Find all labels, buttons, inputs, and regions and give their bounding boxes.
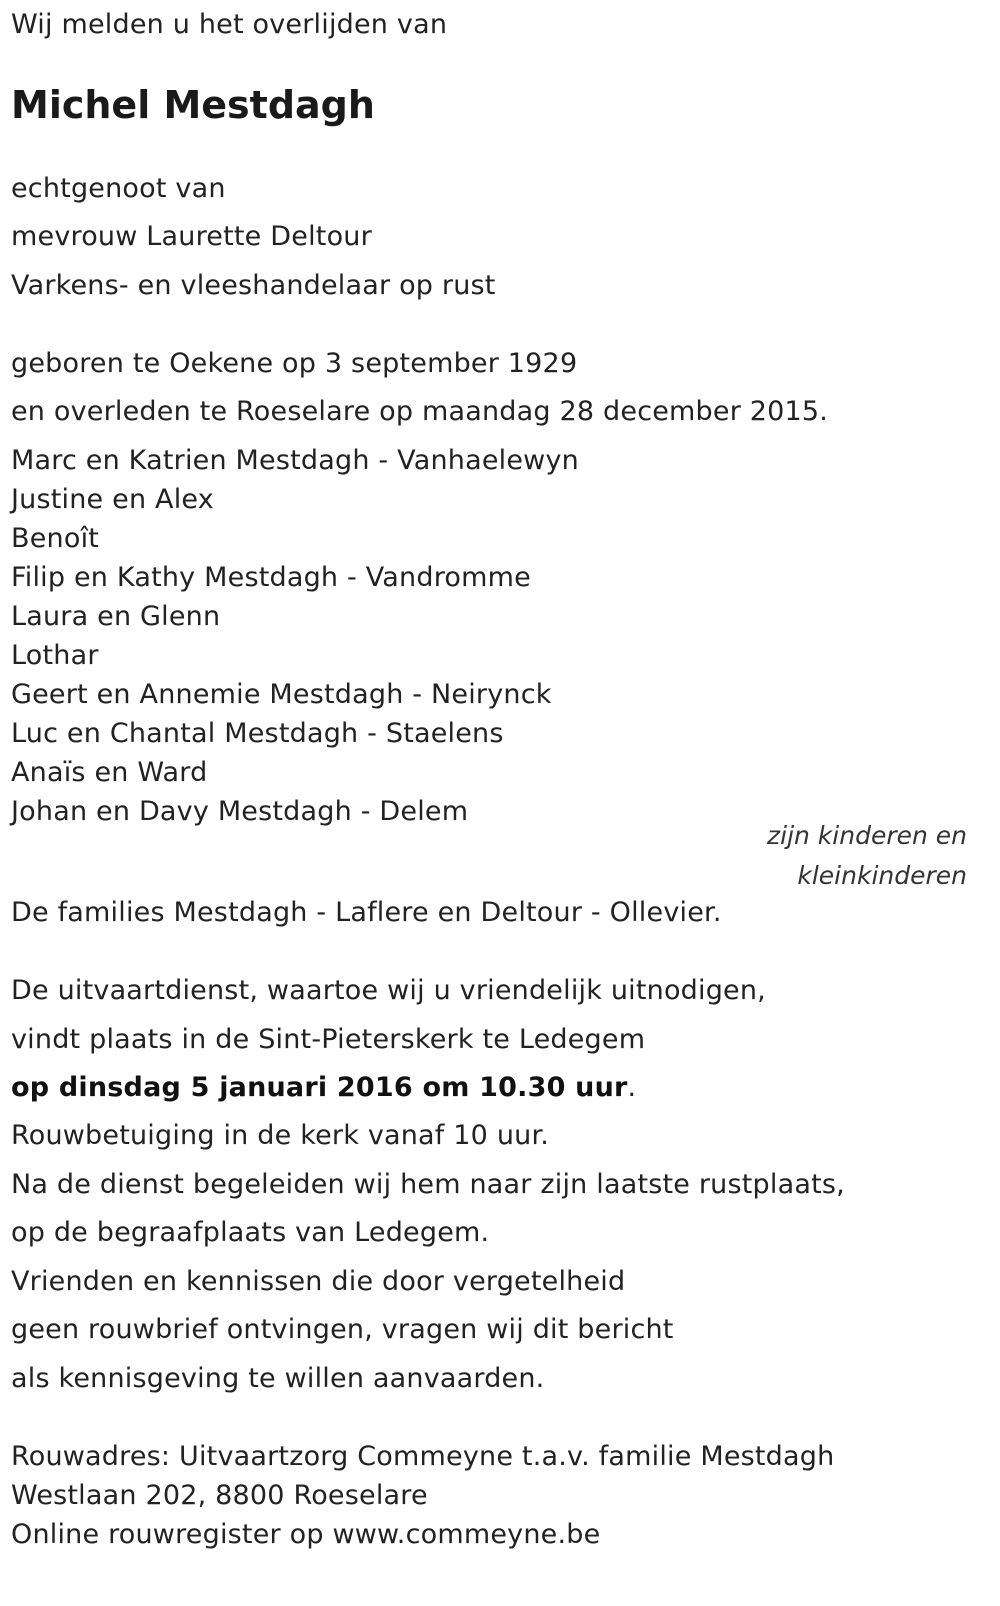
family-member: Benoît bbox=[11, 523, 100, 554]
family-member: Geert en Annemie Mestdagh - Neirynck bbox=[11, 679, 552, 710]
service-line5: Na de dienst begeleiden wij hem naar zijn laatste rustplaats, bbox=[11, 1169, 845, 1200]
relation-line: echtgenoot van bbox=[11, 173, 226, 204]
family-member: Lothar bbox=[11, 640, 99, 671]
family-caption-line2: kleinkinderen bbox=[797, 861, 967, 890]
death-line: en overleden te Roeselare op maandag 28 december 2015. bbox=[11, 396, 829, 427]
extended-family: De families Mestdagh - Laflere en Deltour - Ollevier. bbox=[11, 897, 722, 928]
family-caption bbox=[707, 816, 967, 896]
family-member: Johan en Davy Mestdagh - Delem bbox=[11, 796, 469, 827]
family-member: Marc en Katrien Mestdagh - Vanhaelewyn bbox=[11, 445, 579, 476]
service-datetime-suffix: . bbox=[627, 1072, 637, 1103]
family-member: Luc en Chantal Mestdagh - Staelens bbox=[11, 718, 504, 749]
occupation: Varkens- en vleeshandelaar op rust bbox=[11, 270, 496, 301]
service-datetime: op dinsdag 5 januari 2016 om 10.30 uur bbox=[11, 1072, 628, 1103]
online-register: Online rouwregister op www.commeyne.be bbox=[11, 1519, 601, 1550]
service-line9: als kennisgeving te willen aanvaarden. bbox=[11, 1363, 545, 1394]
contact-address-line2: Westlaan 202, 8800 Roeselare bbox=[11, 1480, 428, 1511]
family-caption-line1: zijn kinderen en bbox=[767, 821, 967, 850]
family-member: Filip en Kathy Mestdagh - Vandromme bbox=[11, 562, 531, 593]
service-line4: Rouwbetuiging in de kerk vanaf 10 uur. bbox=[11, 1120, 550, 1151]
spouse-name: mevrouw Laurette Deltour bbox=[11, 221, 372, 252]
service-line7: Vrienden en kennissen die door vergetelheid bbox=[11, 1266, 626, 1297]
family-member: Anaïs en Ward bbox=[11, 757, 208, 788]
birth-line: geboren te Oekene op 3 september 1929 bbox=[11, 348, 578, 379]
service-line8: geen rouwbrief ontvingen, vragen wij dit bericht bbox=[11, 1314, 674, 1345]
deceased-name: Michel Mestdagh bbox=[11, 83, 375, 127]
service-line6: op de begraafplaats van Ledegem. bbox=[11, 1217, 490, 1248]
service-datetime-line bbox=[11, 1070, 636, 1106]
service-line1: De uitvaartdienst, waartoe wij u vriendelijk uitnodigen, bbox=[11, 975, 766, 1006]
contact-address-line1: Rouwadres: Uitvaartzorg Commeyne t.a.v. familie Mestdagh bbox=[11, 1441, 835, 1472]
family-member: Justine en Alex bbox=[11, 484, 214, 515]
family-member: Laura en Glenn bbox=[11, 601, 221, 632]
intro-text: Wij melden u het overlijden van bbox=[11, 9, 448, 40]
service-line2: vindt plaats in de Sint-Pieterskerk te Ledegem bbox=[11, 1024, 646, 1055]
